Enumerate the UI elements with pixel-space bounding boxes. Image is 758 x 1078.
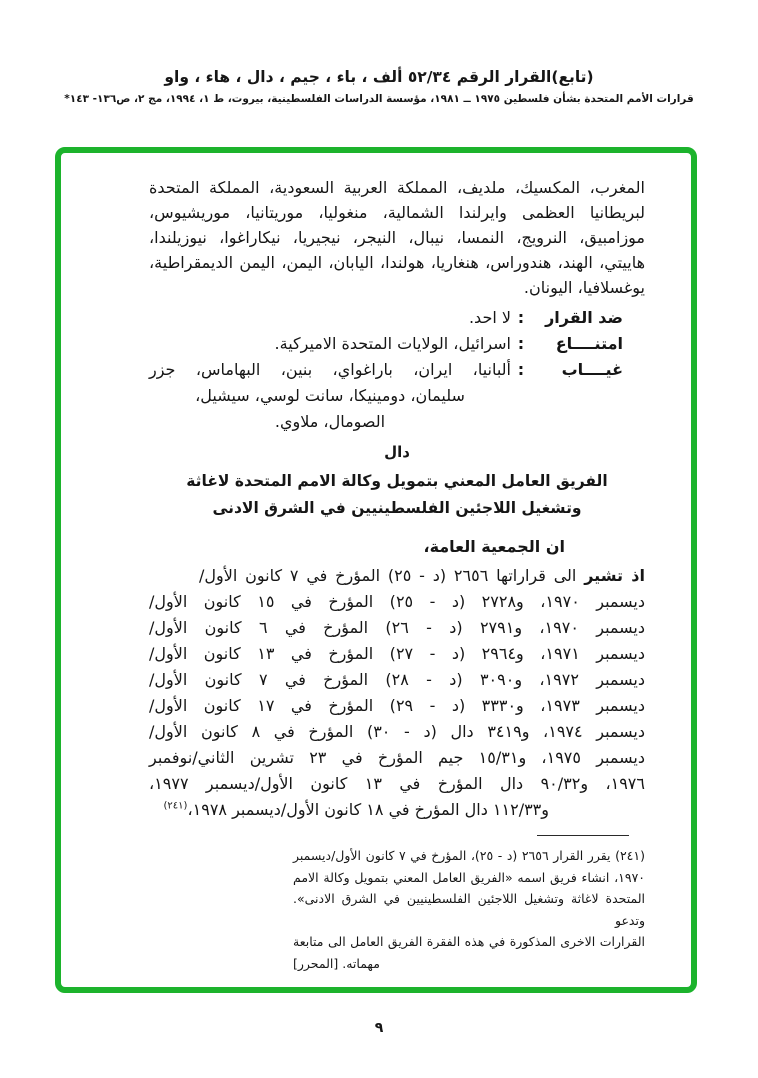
- vote-row-against: [149, 305, 645, 331]
- page-header: [0, 68, 758, 105]
- footnote-line: القرارات الاخرى المذكورة في هذه الفقرة الفريق العامل الى متابعة: [293, 934, 645, 949]
- vote-against-value: لا احد.: [468, 308, 511, 327]
- paragraph-line-text: و١١٢/٣٣ دال المؤرخ في ١٨ كانون الأول/ديسمبر ١٩٧٨،: [187, 800, 549, 819]
- paragraph-line: ديسمبر ١٩٧١، و٢٩٦٤ (د - ٢٧) المؤرخ في ١٣ كانون الأول/: [149, 644, 646, 663]
- source-citation: قرارات الأمم المتحدة بشأن فلسطين ١٩٧٥ ــ ١٩٨١، مؤسسة الدراسات الفلسطينية، بيروت، ط ١، ١٩٩٤، مج ٢، ص١٣٦- ١٤٣*: [64, 93, 694, 105]
- colon-separator: :: [517, 334, 525, 353]
- colon-separator: :: [517, 360, 525, 379]
- section-title-line2: وتشغيل اللاجئين الفلسطينيين في الشرق الادنى: [212, 499, 582, 517]
- vote-absent-label: غيــــاب: [561, 360, 623, 379]
- paragraph-line: ديسمبر ١٩٧٢، و٣٠٩٠ (د - ٢٨) المؤرخ في ٧ كانون الأول/: [149, 670, 646, 689]
- recital-lead-bold: اذ تشير: [584, 566, 645, 585]
- resolution-title: (تابع)القرار الرقم ٥٢/٣٤ ألف ، باء ، جيم ، دال ، هاء ، واو: [164, 68, 594, 86]
- section-letter-dal: دال: [384, 443, 410, 461]
- vote-absent-value: [149, 357, 511, 435]
- page-number: ٩: [374, 1020, 384, 1036]
- paragraph-line: ديسمبر ١٩٧٣، و٣٣٣٠ (د - ٢٩) المؤرخ في ١٧ كانون الأول/: [149, 696, 646, 715]
- section-title-line1: الفريق العامل المعني بتمويل وكالة الامم المتحدة لاغاثة: [186, 472, 608, 490]
- paragraph-line: [149, 563, 645, 589]
- box-content: [149, 175, 645, 974]
- footnote-line: مهماته. [المحرر]: [293, 955, 380, 971]
- footnote-separator-rule: [537, 835, 629, 836]
- vote-abstain-label: امتنــــاع: [555, 334, 623, 353]
- vote-row-absent: [149, 357, 645, 435]
- vote-row-abstain: [149, 331, 645, 357]
- paragraph-line: ديسمبر ١٩٧٠، و٢٧٩١ (د - ٢٦) المؤرخ في ٦ كانون الأول/: [149, 618, 646, 637]
- general-assembly-intro: ان الجمعية العامة،: [423, 537, 565, 556]
- paragraph-line: ١٩٧٦، و٩٠/٣٢ دال المؤرخ في ١٣ كانون الأول/ديسمبر ١٩٧٧،: [149, 774, 645, 793]
- colon-separator: :: [517, 308, 525, 327]
- vote-results: [149, 305, 645, 435]
- section-title: [149, 468, 645, 522]
- paragraph-line: ديسمبر ١٩٧٤، و٣٤١٩ دال (د - ٣٠) المؤرخ في ٨ كانون الأول/: [149, 722, 646, 741]
- resolution-recital-paragraph: [149, 563, 645, 823]
- paragraph-line-text: الى قراراتها ٢٦٥٦ (د - ٢٥) المؤرخ في ٧ كانون الأول/: [199, 566, 585, 585]
- vote-absent-line: سليمان، دومينيكا، سانت لوسي، سيشيل،: [195, 386, 465, 405]
- vote-abstain-value: اسرائيل، الولايات المتحدة الاميركية.: [274, 334, 511, 353]
- footnote-block: [293, 835, 645, 974]
- paragraph-line: ديسمبر ١٩٧٠، و٢٧٢٨ (د - ٢٥) المؤرخ في ١٥ كانون الأول/: [149, 592, 646, 611]
- footnote-line: المتحدة لاغاثة وتشغيل اللاجئين الفلسطينيين في الشرق الادنى». وتدعو: [293, 891, 645, 928]
- footnote-reference-marker: (٢٤١): [163, 800, 188, 812]
- countries-in-favour-continuation: المغرب، المكسيك، ملديف، المملكة العربية السعودية، المملكة المتحدة لبريطانيا العظمى وايرلندا الشمالية، منغوليا، موريتانيا، موريشيوس، موزامبيق، النرويج، النمسا، نيبال، النيجر، نيجيريا، نيكاراغوا، نيوزيلندا، هاييتي، الهند، هندوراس، هنغاريا، هولندا، اليابان، اليمن، اليمن الديمقراطية، يوغسلافيا، اليونان.: [149, 178, 645, 297]
- vote-absent-line: الصومال، ملاوي.: [274, 412, 386, 431]
- paragraph-line: ديسمبر ١٩٧٥، و١٥/٣١ جيم المؤرخ في ٢٣ تشرين الثاني/نوفمبر: [149, 748, 645, 767]
- footnote-line: (٢٤١) يقرر القرار ٢٦٥٦ (د - ٢٥)، المؤرخ في ٧ كانون الأول/ديسمبر: [293, 848, 645, 863]
- vote-absent-line: ألبانيا، ايران، باراغواي، بنين، البهاماس، جزر: [149, 360, 511, 379]
- green-highlight-box: [55, 147, 697, 993]
- vote-against-label: ضد القرار: [545, 308, 623, 327]
- paragraph-last-line: [149, 797, 645, 823]
- footnote-line: ١٩٧٠، انشاء فريق اسمه «الفريق العامل المعني بتمويل وكالة الامم: [293, 869, 645, 885]
